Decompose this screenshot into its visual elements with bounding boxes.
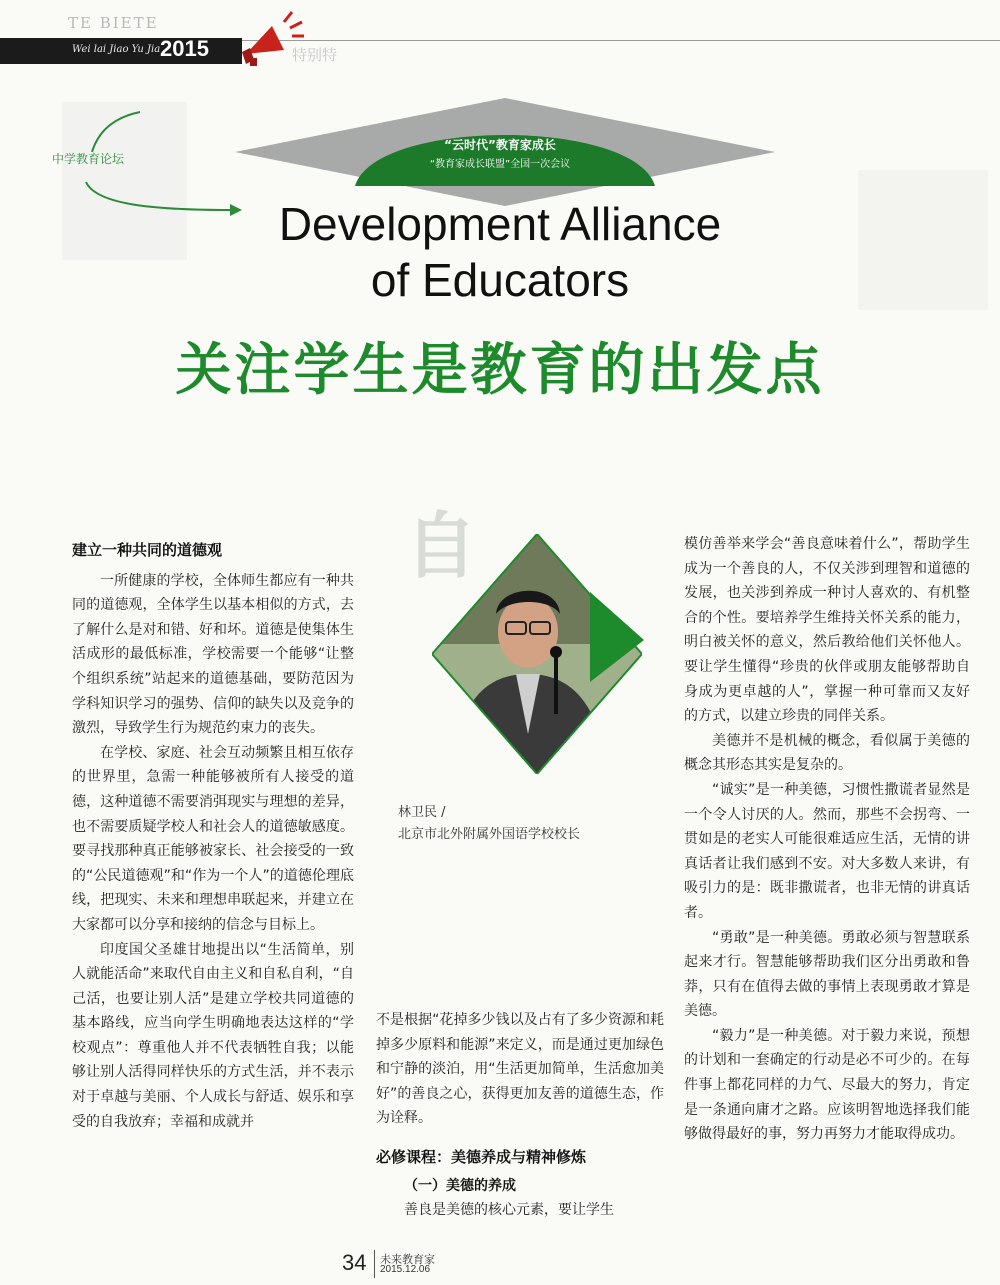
english-title bbox=[200, 196, 800, 308]
paragraph: 在学校、家庭、社会互动频繁且相互依存的世界里，急需一种能够被所有人接受的道德，这种道德不需要消弭现实与理想的差异，也不需要质疑学校人和社会人的道德敏感度。要寻找那种真正能够被家长、社会接受的一致的“公民道德观”和“作为一个人”的道德伦理底线，把现实、未来和理想串联起来，并建立在大家都可以分享和接纳的信念与目标上。 bbox=[72, 744, 354, 933]
cap-title: “云时代”教育家成长 bbox=[444, 138, 556, 152]
footer-magazine: 未来教育家 bbox=[380, 1253, 435, 1266]
paragraph: “诚实”是一种美德，习惯性撒谎者显然是一个令人讨厌的人。然而，那些不会拐弯、一贯如是的老实人可能很难适应生活，无情的讲真话者让我们感到不安。对大多数人来讲，有吸引力的是：既非撒谎者，也非无情的讲真话者。 bbox=[684, 781, 970, 921]
paragraph: 印度国父圣雄甘地提出以“生活简单，别人就能活命”来取代自由主义和自私自利，“自己活，也要让别人活”是建立学校共同道德的基本路线，应当向学生明确地表达这样的“学校观点”：尊重他人并不代表牺牲自我；以能够让别人活得同样快乐的方式生活，并不表示对于卓越与美丽、个人成长与舒适、娱乐和享受的自我放弃；幸福和成就并 bbox=[72, 941, 354, 1130]
section-heading: 必修课程：美德养成与精神修炼 bbox=[376, 1147, 587, 1166]
paragraph: 善良是美德的核心元素，要让学生 bbox=[404, 1202, 614, 1219]
forum-label: 中学教育论坛 bbox=[52, 152, 125, 166]
subsection-heading: （一）美德的养成 bbox=[404, 1177, 516, 1194]
green-diamond-accent bbox=[590, 592, 650, 686]
photo-caption bbox=[398, 802, 580, 846]
journal-subtitle: Wei lai Jiao Yu Jia bbox=[72, 44, 161, 55]
paragraph: 不是根据“花掉多少钱以及占有了多少资源和耗掉多少原料和能源”来定义，而是通过更加绿色和宁静的淡泊，用“生活更加简单，生活愈加美好”的善良之心，获得更加友善的道德生态，作为诠释。 bbox=[376, 1012, 664, 1127]
paragraph: “勇敢”是一种美德。勇敢必须与智慧联系起来才行。智慧能够帮助我们区分出勇敢和鲁莽，只有在值得去做的事情上表现勇敢才算是美德。 bbox=[684, 929, 970, 1020]
paragraph: “毅力”是一种美德。对于毅力来说，预想的计划和一套确定的行动是必不可少的。在每件事上都花同样的力气、尽最大的努力，肯定是一条通向庸才之路。应该明智地选择我们能够做得最好的事，努力再努力才能取得成功。 bbox=[684, 1027, 970, 1143]
ghost-character: 自 bbox=[405, 504, 478, 588]
paragraph: 美德并不是机械的概念，看似属于美德的概念其形态其实是复杂的。 bbox=[684, 732, 970, 774]
english-title-line2: of Educators bbox=[370, 254, 630, 306]
english-title-line1: Development Alliance bbox=[278, 198, 722, 250]
paragraph: 模仿善举来学会“善良意味着什么”，帮助学生成为一个善良的人，不仅关涉到理智和道德的发展，也关涉到养成一种讨人喜欢的、有机整合的个性。要培养学生维持关怀关系的能力，明白被关怀的意义，然后教给他们关怀他人。要让学生懂得“珍贵的伙伴或朋友能够帮助自身成为更卓越的人”，掌握一种可靠而又友好的方式，以建立珍贵的同伴关系。 bbox=[684, 536, 970, 725]
footer-date: 2015.12.06 bbox=[380, 1264, 431, 1275]
footer-separator bbox=[374, 1250, 375, 1278]
author-name: 林卫民 / bbox=[398, 805, 446, 820]
section-heading: 建立一种共同的道德观 bbox=[72, 541, 223, 559]
left-column bbox=[72, 538, 354, 1134]
header-rule bbox=[242, 40, 1000, 41]
page-number: 34 bbox=[342, 1250, 367, 1275]
chinese-title: 关注学生是教育的出发点 bbox=[175, 338, 825, 403]
middle-column bbox=[376, 1008, 664, 1223]
section-label: 特别特 bbox=[292, 46, 338, 64]
right-column bbox=[684, 532, 970, 1147]
cap-subtitle: “教育家成长联盟”全国一次会议 bbox=[429, 159, 571, 170]
header-year: 2015 bbox=[160, 36, 209, 61]
paragraph: 一所健康的学校，全体师生都应有一种共同的道德观，全体学生以基本相似的方式，去了解什么是对和错、好和坏。道德是使集体生活成形的最低标准，学校需要一个能够“让整个组织系统”站起来的道德基础，要防范因为学科知识学习的强势、信仰的缺失以及竞争的激烈，导致学生行为规范约束力的丧失。 bbox=[72, 572, 354, 737]
author-title: 北京市北外附属外国语学校校长 bbox=[398, 827, 581, 842]
running-head-word: TE BIETE bbox=[68, 14, 159, 32]
ghost-right-block bbox=[858, 170, 988, 310]
